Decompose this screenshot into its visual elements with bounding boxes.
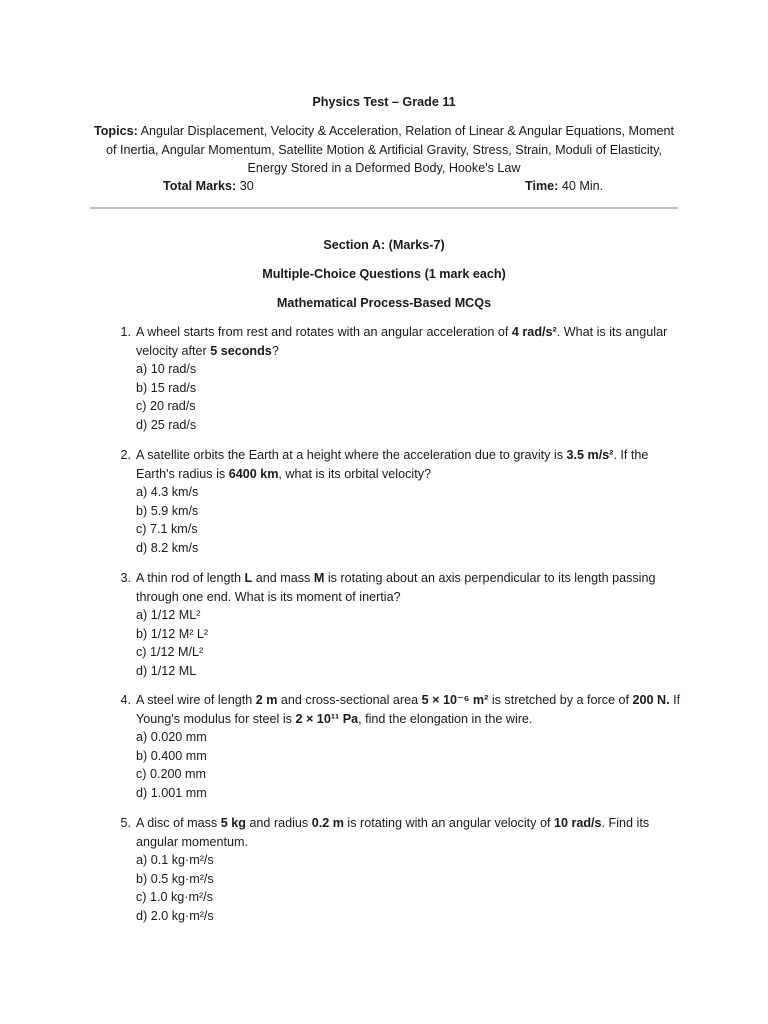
marks-time-row [0, 177, 768, 196]
question-text [136, 569, 688, 606]
total-marks-label: Total Marks: [163, 179, 237, 193]
question-text-run: A disc of mass [136, 816, 221, 830]
question-text-run: and radius [245, 816, 312, 830]
question-body [136, 569, 688, 681]
topics-label: Topics: [93, 124, 138, 138]
option-a: a) 10 rad/s [136, 362, 197, 377]
question-text-run: is rotating about an axis perpendicular to its length passing through one end. What is its moment of inertia? [136, 571, 656, 604]
question-text-run: A steel wire of length [136, 693, 256, 707]
question-text-run: is stretched by a force of [488, 693, 633, 707]
question-text-bold: 5 × 10⁻⁶ m² [421, 693, 489, 707]
total-marks-value: 30 [239, 179, 254, 193]
page-title: Physics Test – Grade 11 [312, 95, 456, 109]
question-text-bold: 4 rad/s² [511, 325, 557, 339]
question-text-bold: 3.5 m/s² [566, 448, 614, 462]
option-b: b) 0.400 mm [136, 748, 207, 763]
option-b: b) 5.9 km/s [136, 503, 199, 518]
question-text-bold: 0.2 m [311, 816, 344, 830]
question-body [136, 446, 688, 558]
option-b: b) 15 rad/s [136, 380, 197, 395]
topics-paragraph [88, 122, 680, 178]
question-text-run: A satellite orbits the Earth at a height where the acceleration due to gravity is [136, 448, 567, 462]
question-text-run: is rotating with an angular velocity of [343, 816, 554, 830]
question-text-bold: 2 m [255, 693, 278, 707]
time-limit [525, 177, 603, 196]
question-body [136, 691, 688, 803]
question-text-run: . What is its angular velocity after [136, 325, 668, 358]
question-number: 5. [120, 816, 131, 830]
question-text-bold: 5 seconds [210, 343, 272, 358]
option-a: a) 0.1 kg·m²/s [136, 853, 214, 868]
horizontal-divider [90, 207, 678, 209]
question-text [136, 691, 688, 728]
question-text-run: . If the Earth's radius is [136, 448, 649, 481]
question-text-bold: 10 rad/s [553, 816, 602, 830]
question-text-run: A wheel starts from rest and rotates with an angular acceleration of [136, 325, 512, 339]
option-b: b) 0.5 kg·m²/s [136, 871, 214, 886]
option-c: c) 7.1 km/s [136, 522, 198, 537]
topics-text: Angular Displacement, Velocity & Acceleration, Relation of Linear & Angular Equations, Moment of Inertia, Angular Momentum, Satellite Motion & Artificial Gravity, Stress, Strain, Moduli of Elasticity, Energy Stored in a Deformed Body, Hooke's Law [106, 124, 675, 176]
question-text [136, 323, 688, 360]
time-value: 40 Min. [561, 179, 604, 193]
question-text-run: , what is its orbital velocity? [278, 466, 432, 481]
option-b: b) 1/12 M² L² [136, 626, 209, 641]
question-text-bold: M [313, 571, 325, 585]
question-text-bold: L [244, 571, 253, 585]
question-text-run: . Find its angular momentum. [136, 816, 650, 849]
option-d: d) 1.001 mm [136, 785, 207, 800]
question-text-run: If Young's modulus for steel is [136, 693, 681, 726]
option-c: c) 1.0 kg·m²/s [136, 890, 213, 905]
question-body [136, 323, 688, 435]
question-text-run: and cross-sectional area [277, 693, 422, 707]
option-c: c) 20 rad/s [136, 399, 196, 414]
question-number: 4. [120, 693, 131, 707]
section-heading: Section A: (Marks-7) [323, 238, 445, 252]
option-a: a) 1/12 ML² [136, 608, 201, 623]
section-category: Mathematical Process-Based MCQs [276, 296, 492, 310]
section-subheading: Multiple-Choice Questions (1 mark each) [262, 267, 506, 281]
question-text-run: A thin rod of length [136, 571, 245, 585]
question-number: 1. [120, 325, 131, 339]
option-c: c) 1/12 M/L² [136, 645, 204, 660]
option-d: d) 8.2 km/s [136, 540, 199, 555]
option-a: a) 4.3 km/s [136, 485, 199, 500]
question-body [136, 814, 688, 926]
total-marks [163, 177, 254, 196]
option-d: d) 1/12 ML [136, 663, 197, 678]
question-text-run: , find the elongation in the wire. [358, 711, 533, 726]
question-text [136, 446, 688, 483]
option-a: a) 0.020 mm [136, 730, 207, 745]
question-number: 3. [120, 571, 131, 585]
option-d: d) 25 rad/s [136, 417, 197, 432]
time-label: Time: [525, 179, 559, 193]
question-text-bold: 200 N. [632, 693, 670, 707]
option-c: c) 0.200 mm [136, 767, 206, 782]
question-text-run: ? [271, 343, 279, 358]
question-text-bold: 2 × 10¹¹ Pa [295, 711, 359, 726]
question-text-bold: 6400 km [228, 466, 279, 481]
question-text-run: and mass [252, 571, 314, 585]
question-text-bold: 5 kg [220, 816, 246, 830]
question-text [136, 814, 688, 851]
option-d: d) 2.0 kg·m²/s [136, 908, 214, 923]
question-number: 2. [120, 448, 131, 462]
